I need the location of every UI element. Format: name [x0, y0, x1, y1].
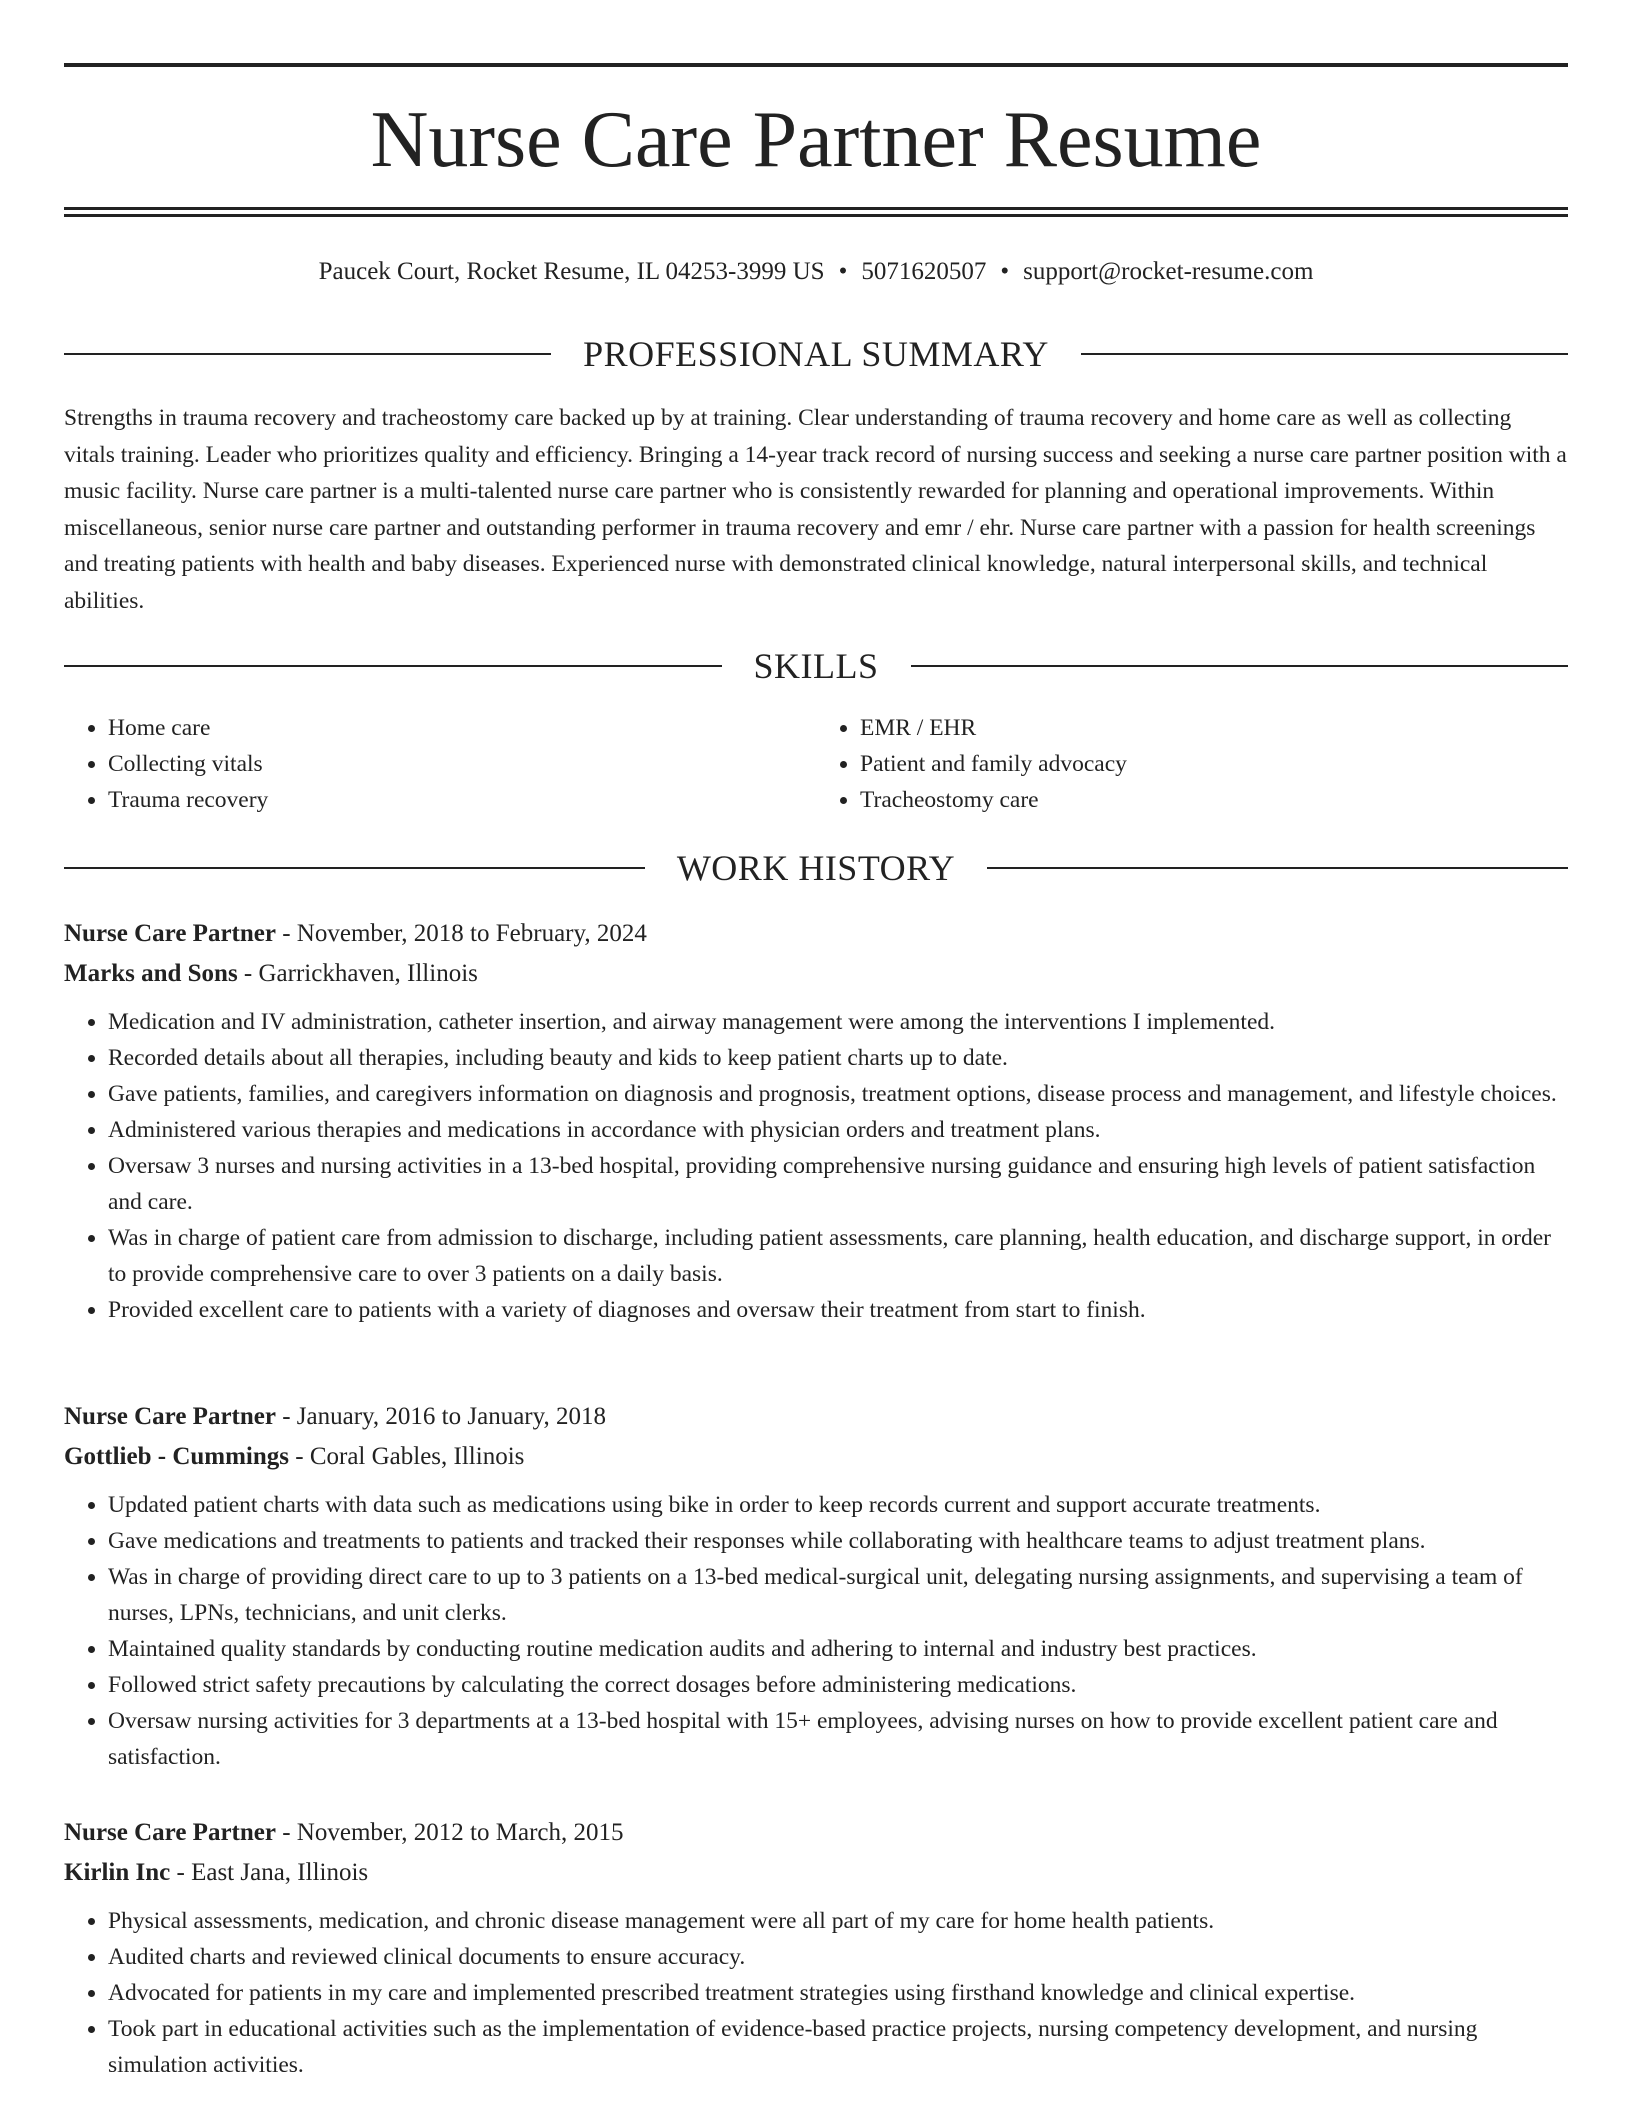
- contact-phone: 5071620507: [861, 258, 987, 285]
- job-location: - East Jana, Illinois: [170, 1859, 369, 1886]
- contact-address: Paucek Court, Rocket Resume, IL 04253-3999 US: [318, 258, 825, 285]
- job-dates: - November, 2018 to February, 2024: [275, 920, 647, 947]
- page-title: Nurse Care Partner Resume: [370, 96, 1262, 184]
- job-duty: • Oversaw 3 nurses and nursing activities in a 13-bed hospital, providing comprehensive nursing guidance and ensuring high levels of patient satisfaction and care.: [108, 1148, 1568, 1220]
- job-duty: • Updated patient charts with data such as medications using bike in order to keep records current and support accurate treatments.: [108, 1487, 1568, 1523]
- job-duty: • Oversaw nursing activities for 3 departments at a 13-bed hospital with 15+ employees, advising nurses on how to provide excellent patient care and satisfaction.: [108, 1703, 1568, 1775]
- heading-rule: [64, 665, 722, 667]
- skill-item: • Home care: [108, 710, 816, 746]
- job-title-line: [64, 1813, 1568, 1853]
- section-heading-label: PROFESSIONAL SUMMARY: [583, 334, 1049, 374]
- section-heading-label: SKILLS: [753, 646, 879, 686]
- job-title: Nurse Care Partner: [64, 920, 276, 947]
- job-entry: [64, 914, 1568, 1328]
- contact-line: [64, 255, 1568, 289]
- job-duty: • Followed strict safety precautions by calculating the correct dosages before administering medications.: [108, 1667, 1568, 1703]
- job-duty: • Medication and IV administration, catheter insertion, and airway management were among the interventions I implemented.: [108, 1004, 1568, 1040]
- job-dates: - November, 2012 to March, 2015: [275, 1819, 624, 1846]
- skills-list: [64, 710, 1568, 818]
- job-duty: • Gave medications and treatments to patients and tracked their responses while collaborating with healthcare teams to adjust treatment plans.: [108, 1523, 1568, 1559]
- job-company: Gottlieb - Cummings: [64, 1443, 289, 1470]
- job-duty: • Gave patients, families, and caregivers information on diagnosis and prognosis, treatment options, disease process and management, and lifestyle choices.: [108, 1076, 1568, 1112]
- job-title: Nurse Care Partner: [64, 1819, 276, 1846]
- job-entry: [64, 1397, 1568, 1775]
- top-rule: [64, 63, 1568, 67]
- job-title-line: [64, 914, 1568, 954]
- skills-column-left: [64, 710, 816, 818]
- contact-separator: •: [838, 258, 848, 285]
- job-duty: • Advocated for patients in my care and implemented prescribed treatment strategies using firsthand knowledge and clinical expertise.: [108, 1975, 1568, 2011]
- job-duty: • Was in charge of patient care from admission to discharge, including patient assessments, care planning, health education, and discharge support, in order to provide comprehensive care to over 3 patients on a daily basis.: [108, 1220, 1568, 1292]
- skill-item: • Trauma recovery: [108, 782, 816, 818]
- skill-item: • EMR / EHR: [860, 710, 1568, 746]
- skill-item: • Tracheostomy care: [860, 782, 1568, 818]
- job-duty: • Audited charts and reviewed clinical documents to ensure accuracy.: [108, 1939, 1568, 1975]
- skill-item: • Patient and family advocacy: [860, 746, 1568, 782]
- job-entry: [64, 1813, 1568, 2083]
- job-duty: • Physical assessments, medication, and chronic disease management were all part of my care for home health patients.: [108, 1903, 1568, 1939]
- job-title: Nurse Care Partner: [64, 1403, 276, 1430]
- heading-rule: [64, 353, 551, 355]
- job-title-line: [64, 1397, 1568, 1437]
- section-heading-work-history: [64, 847, 1568, 889]
- section-heading-skills: [64, 645, 1568, 687]
- job-location: - Garrickhaven, Illinois: [237, 960, 478, 987]
- job-duty: • Took part in educational activities such as the implementation of evidence-based practice projects, nursing competency development, and nursing simulation activities.: [108, 2011, 1568, 2083]
- job-duty: • Was in charge of providing direct care to up to 3 patients on a 13-bed medical-surgical unit, delegating nursing assignments, and supervising a team of nurses, LPNs, technicians, and unit clerks.: [108, 1559, 1568, 1631]
- section-heading-summary: [64, 333, 1568, 375]
- section-heading-label: WORK HISTORY: [676, 848, 956, 888]
- heading-rule: [987, 867, 1568, 869]
- job-duties-list: [64, 1004, 1568, 1328]
- skills-column-right: [816, 710, 1568, 818]
- job-company-line: [64, 954, 1568, 994]
- job-company-line: [64, 1853, 1568, 1893]
- contact-email: support@rocket-resume.com: [1023, 258, 1314, 285]
- contact-separator: •: [1000, 258, 1010, 285]
- heading-rule: [911, 665, 1569, 667]
- heading-rule: [64, 867, 645, 869]
- heading-rule: [1081, 353, 1568, 355]
- job-company-line: [64, 1437, 1568, 1477]
- job-duty: • Provided excellent care to patients with a variety of diagnoses and oversaw their treatment from start to finish.: [108, 1292, 1568, 1328]
- job-company: Kirlin Inc: [64, 1859, 171, 1886]
- job-duty: • Administered various therapies and medications in accordance with physician orders and treatment plans.: [108, 1112, 1568, 1148]
- job-duty: • Recorded details about all therapies, including beauty and kids to keep patient charts up to date.: [108, 1040, 1568, 1076]
- job-location: - Coral Gables, Illinois: [289, 1443, 525, 1470]
- summary-paragraph: Strengths in trauma recovery and tracheostomy care backed up by at training. Clear understanding of trauma recovery and home care as well as collecting vitals training. Leader who prioritizes quality and efficiency. Bringing a 14-year track record of nursing success and seeking a nurse care partner position with a music facility. Nurse care partner is a multi-talented nurse care partner who is consistently rewarded for planning and operational improvements. Within miscellaneous, senior nurse care partner and outstanding performer in trauma recovery and emr / ehr. Nurse care partner with a passion for health screenings and treating patients with health and baby diseases. Experienced nurse with demonstrated clinical knowledge, natural interpersonal skills, and technical abilities.: [64, 405, 1567, 614]
- job-duties-list: [64, 1903, 1568, 2083]
- title-double-rule: [64, 207, 1568, 217]
- job-company: Marks and Sons: [64, 960, 238, 987]
- job-duty: • Maintained quality standards by conducting routine medication audits and adhering to internal and industry best practices.: [108, 1631, 1568, 1667]
- skill-item: • Collecting vitals: [108, 746, 816, 782]
- job-dates: - January, 2016 to January, 2018: [275, 1403, 606, 1430]
- job-duties-list: [64, 1487, 1568, 1775]
